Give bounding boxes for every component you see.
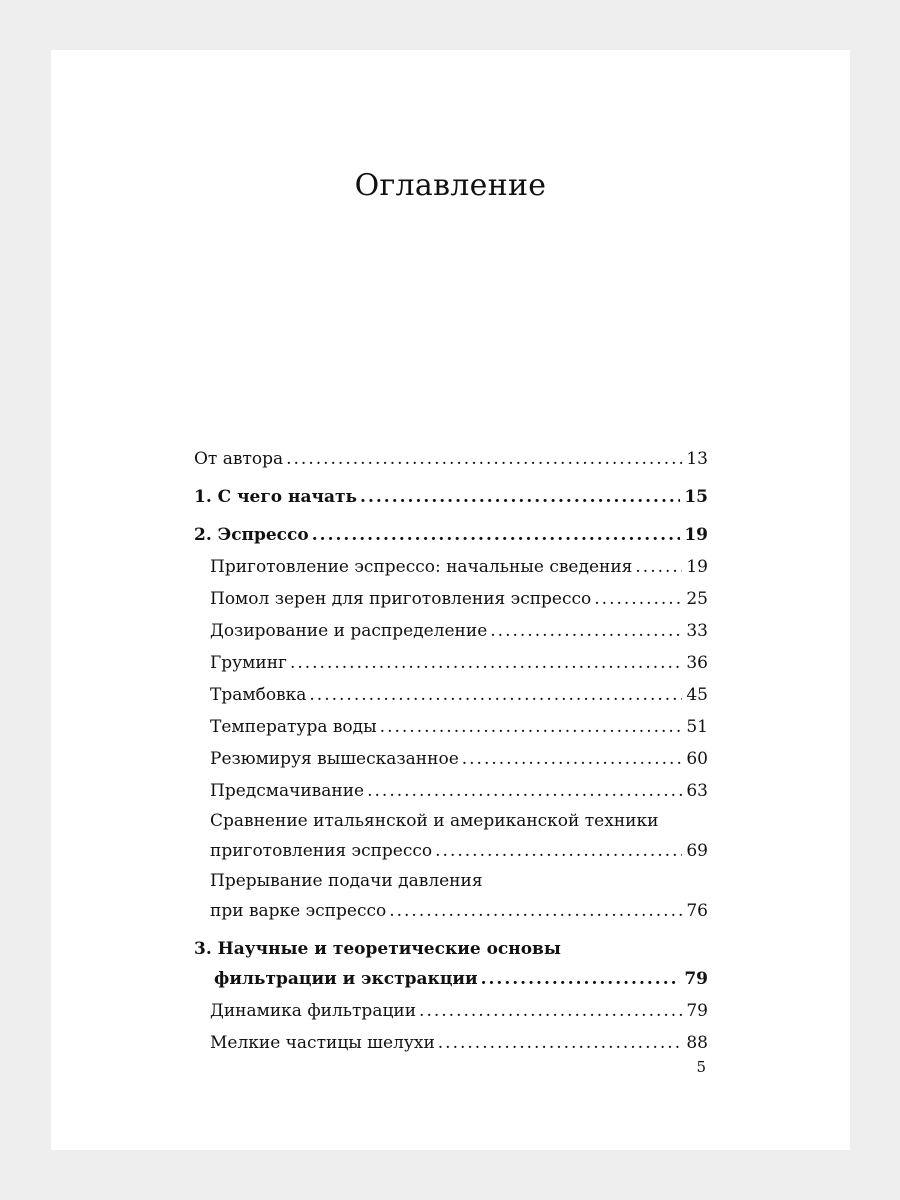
dot-leader bbox=[286, 443, 682, 475]
toc-page-number: 79 bbox=[686, 1001, 708, 1021]
toc-page-number: 19 bbox=[684, 525, 708, 545]
toc-page-number: 88 bbox=[686, 1033, 708, 1053]
dot-leader bbox=[290, 647, 682, 679]
dot-leader bbox=[419, 995, 682, 1027]
toc-entry-chapter-2[interactable] bbox=[194, 519, 708, 551]
toc-entry-label: Мелкие частицы шелухи bbox=[210, 1033, 435, 1053]
toc-entry-chapter-1[interactable] bbox=[194, 481, 708, 513]
dot-leader bbox=[462, 743, 683, 775]
toc-page-number: 36 bbox=[686, 653, 708, 673]
toc-page-number: 15 bbox=[684, 487, 708, 507]
toc-entry-italian-vs-american[interactable] bbox=[194, 807, 708, 867]
toc-entry-grinding[interactable] bbox=[194, 583, 708, 615]
dot-leader bbox=[481, 963, 681, 995]
dot-leader bbox=[435, 835, 682, 867]
toc-entry-filtration-dynamics[interactable] bbox=[194, 995, 708, 1027]
toc-entry-label-line1: Сравнение итальянской и американской техники bbox=[210, 811, 659, 831]
dot-leader bbox=[635, 551, 682, 583]
dot-leader bbox=[380, 711, 683, 743]
toc-page-number: 25 bbox=[686, 589, 708, 609]
toc-entry-label-line1: Прерывание подачи давления bbox=[210, 871, 483, 891]
dot-leader bbox=[490, 615, 682, 647]
toc-entry-label: Груминг bbox=[210, 653, 287, 673]
dot-leader bbox=[360, 481, 680, 513]
dot-leader bbox=[438, 1027, 683, 1059]
page-number-folio: 5 bbox=[696, 1058, 706, 1076]
toc-entry-espresso-basics[interactable] bbox=[194, 551, 708, 583]
dot-leader bbox=[312, 519, 681, 551]
toc-entry-author[interactable] bbox=[194, 443, 708, 475]
toc-entry-label: От автора bbox=[194, 449, 284, 469]
dot-leader bbox=[389, 895, 682, 927]
toc-entry-label: 2. Эспрессо bbox=[194, 525, 309, 545]
toc-entry-pressure-interruption[interactable] bbox=[194, 867, 708, 927]
toc-entry-label: Динамика фильтрации bbox=[210, 1001, 417, 1021]
toc-entry-label: Приготовление эспрессо: начальные сведения bbox=[210, 557, 633, 577]
toc-entry-label-line2: при варке эспрессо bbox=[210, 901, 387, 921]
toc-page-number: 51 bbox=[686, 717, 708, 737]
toc-entry-label: Дозирование и распределение bbox=[210, 621, 488, 641]
toc-entry-label-line2: фильтрации и экстракции bbox=[214, 969, 478, 989]
toc-entry-label-line1: 3. Научные и теоретические основы bbox=[194, 939, 561, 959]
toc-page-number: 19 bbox=[686, 557, 708, 577]
toc-page-number: 69 bbox=[686, 841, 708, 861]
toc-page-number: 45 bbox=[686, 685, 708, 705]
toc-page-number: 76 bbox=[686, 901, 708, 921]
page-title: Оглавление bbox=[354, 168, 547, 203]
toc-entry-chapter-3[interactable] bbox=[194, 935, 708, 995]
toc-page-number: 33 bbox=[686, 621, 708, 641]
toc-entry-label-line2: приготовления эспрессо bbox=[210, 841, 433, 861]
toc-entry-summary[interactable] bbox=[194, 743, 708, 775]
toc-entry-label: Резюмируя вышесказанное bbox=[210, 749, 459, 769]
toc-page-number: 79 bbox=[684, 969, 708, 989]
dot-leader bbox=[367, 775, 682, 807]
toc-entry-water-temperature[interactable] bbox=[194, 711, 708, 743]
toc-entry-label: Температура воды bbox=[210, 717, 377, 737]
toc-entry-tamping[interactable] bbox=[194, 679, 708, 711]
table-of-contents bbox=[194, 443, 708, 1059]
dot-leader bbox=[309, 679, 682, 711]
toc-page-number: 60 bbox=[686, 749, 708, 769]
toc-entry-label: 1. С чего начать bbox=[194, 487, 358, 507]
toc-entry-fine-chaff[interactable] bbox=[194, 1027, 708, 1059]
toc-page-number: 63 bbox=[686, 781, 708, 801]
toc-entry-label: Трамбовка bbox=[210, 685, 307, 705]
toc-entry-label: Предсмачивание bbox=[210, 781, 365, 801]
book-page bbox=[51, 50, 850, 1150]
toc-entry-grooming[interactable] bbox=[194, 647, 708, 679]
dot-leader bbox=[594, 583, 682, 615]
toc-entry-preinfusion[interactable] bbox=[194, 775, 708, 807]
toc-page-number: 13 bbox=[686, 449, 708, 469]
toc-entry-label: Помол зерен для приготовления эспрессо bbox=[210, 589, 592, 609]
toc-entry-dosing[interactable] bbox=[194, 615, 708, 647]
